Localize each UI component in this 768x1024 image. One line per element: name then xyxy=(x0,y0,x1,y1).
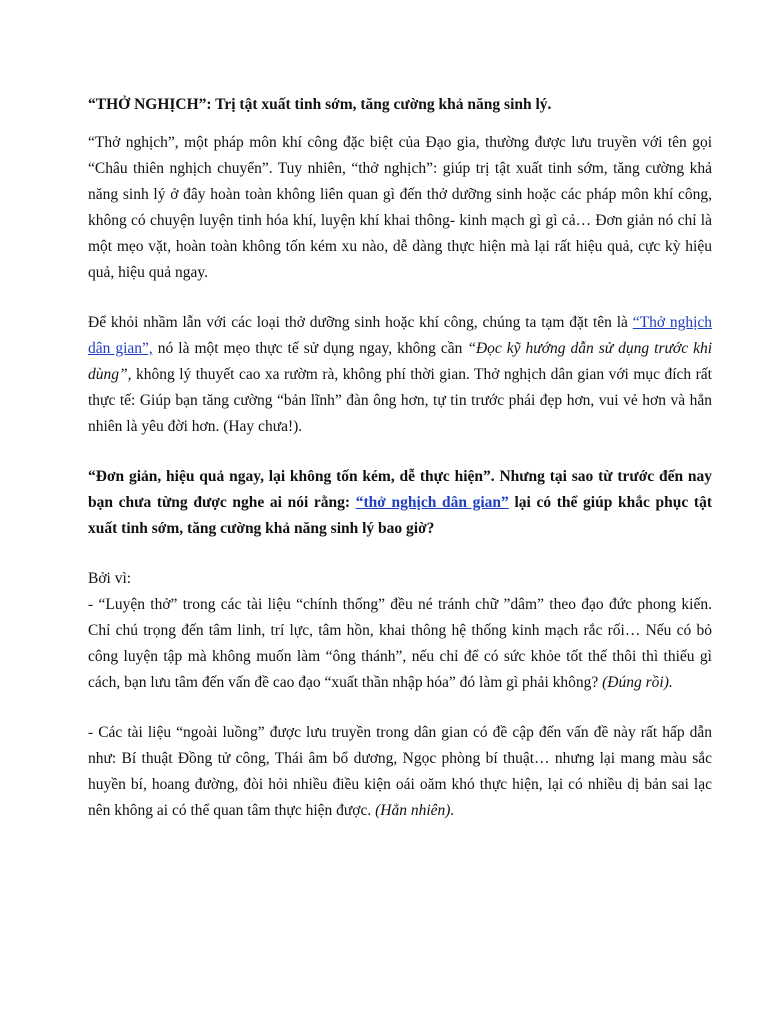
tho-nghich-dan-gian-link-2[interactable]: “thở nghịch dân gian” xyxy=(355,494,509,511)
paragraph-intro xyxy=(88,130,712,286)
paragraph-naming-text-a: Để khỏi nhầm lẫn với các loại thở dưỡng sinh hoặc khí công, chúng ta tạm đặt tên là xyxy=(88,314,633,331)
paragraph-naming-quote: “Đọc kỹ hướng dẫn sử dụng trước khi dùng”, xyxy=(88,340,713,383)
paragraph-intro-text: “Thở nghịch”, một pháp môn khí công đặc biệt của Đạo gia, thường được lưu truyền với tên gọi “Châu thiên nghịch chuyển”. Tuy nhiên, “thở nghịch”: giúp trị tật xuất tinh sớm, tăng cường khả năng sinh lý ở đây hoàn toàn không liên quan gì đến thở dưỡng sinh hoặc các pháp môn khí công, không có chuyện luyện tinh hóa khí, luyện khí khai thông- kinh mạch gì gì cả… Đơn giản nó chỉ là một mẹo vặt, hoàn toàn không tốn kém xu nào, dễ dàng thực hiện mà lại rất hiệu quả, cực kỳ hiệu quả, hiệu quả ngay. xyxy=(88,134,712,281)
paragraph-naming-text-b: nó là một mẹo thực tế sử dụng ngay, không cần xyxy=(152,340,468,357)
paragraph-reason-1-note: (Đúng rồi). xyxy=(602,674,673,691)
paragraph-naming-text-c: không lý thuyết cao xa rườm rà, không phí thời gian. Thở nghịch dân gian với mục đích rất thực tế: Giúp bạn tăng cường “bản lĩnh” đàn ông hơn, tự tin trước phái đẹp hơn, vui vẻ hơn và hẳn nhiên là yêu đời hơn. (Hay chưa!). xyxy=(88,366,712,435)
paragraph-reason-2-text: - Các tài liệu “ngoài luồng” được lưu truyền trong dân gian có đề cập đến vấn đề này rất hấp dẫn như: Bí thuật Đồng tử công, Thái âm bổ dương, Ngọc phòng bí thuật… nhưng lại mang màu sắc huyền bí, hoang đường, đòi hỏi nhiều điều kiện oái oăm khó thực hiện, lại có nhiều dị bản sai lạc nên không ai có thể quan tâm thực hiện được. xyxy=(88,724,712,819)
paragraph-question-text-b: lại có thể giúp khắc phục tật xuất tinh sớm, tăng cường khả năng sinh lý bao giờ? xyxy=(88,494,712,537)
paragraph-reason-2-note: (Hẳn nhiên). xyxy=(375,802,455,819)
paragraph-reason-2 xyxy=(88,720,712,824)
tho-nghich-dan-gian-link[interactable]: “Thở nghịch dân gian”, xyxy=(88,314,712,357)
paragraph-question-text-a: “Đơn giản, hiệu quả ngay, lại không tốn kém, dễ thực hiện”. Nhưng tại sao từ trước đến nay bạn chưa từng được nghe ai nói rằng: xyxy=(88,468,712,511)
paragraph-question xyxy=(88,464,712,542)
paragraph-reason-1 xyxy=(88,592,712,696)
paragraph-reason-title: Bởi vì: xyxy=(88,570,132,587)
paragraph-reason-1-text: - “Luyện thở” trong các tài liệu “chính thống” đều né tránh chữ ”dâm” theo đạo đức phong kiến. Chỉ chú trọng đến tâm linh, trí lực, tâm hồn, khai thông hệ thống kinh mạch rắc rối… Nếu có bỏ công luyện tập mà không muốn làm “ông thánh”, nếu chỉ để có sức khỏe tốt thế thôi thì thiếu gì cách, bạn lưu tâm đến vấn đề cao đạo “xuất thần nhập hóa” đó làm gì phải không? xyxy=(88,596,712,691)
page-title: “THỞ NGHỊCH”: Trị tật xuất tinh sớm, tăng cường khả năng sinh lý. xyxy=(88,96,552,113)
paragraph-naming xyxy=(88,310,712,440)
